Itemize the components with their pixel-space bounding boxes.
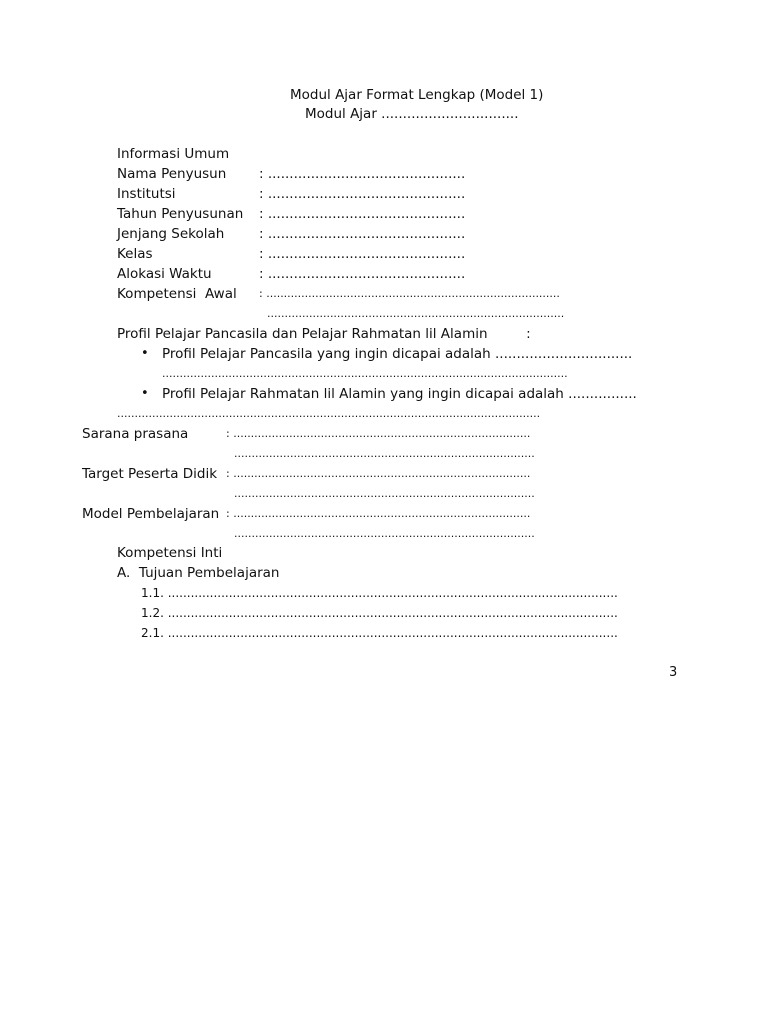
field-label-sarana: Sarana prasana (82, 426, 189, 442)
list-item-continuation: .................................................................................................................... (162, 367, 568, 380)
field-label: Kompetensi Awal (117, 286, 237, 302)
field-label: Tahun Penyusunan (117, 206, 244, 222)
bullet-icon: • (141, 386, 149, 401)
section-heading-informasi-umum: Informasi Umum (117, 146, 230, 162)
field-label: Institutsi (117, 186, 176, 202)
field-value-continuation: ...................................................................................... (234, 447, 535, 460)
field-value: : .............................................. (259, 166, 466, 182)
field-label-model: Model Pembelajaran (82, 506, 220, 522)
field-value: : .............................................. (259, 266, 466, 282)
field-label: Nama Penyusun (117, 166, 227, 182)
list-item: Profil Pelajar Pancasila yang ingin dicapai adalah ................................ (162, 346, 633, 362)
field-value-model: : ..................................................................................... (226, 507, 531, 520)
field-label: Jenjang Sekolah (117, 226, 225, 242)
field-value-continuation: ...................................................................................... (234, 527, 535, 540)
numbered-item: 1.1. ...................................................................................................................... (141, 586, 618, 600)
section-heading-profil: Profil Pelajar Pancasila dan Pelajar Rahmatan lil Alamin : (117, 326, 531, 342)
numbered-item: 2.1. ...................................................................................................................... (141, 626, 618, 640)
field-value: : .............................................. (259, 206, 466, 222)
field-value-sarana: : ..................................................................................... (226, 427, 531, 440)
subsection-heading-tujuan: A. Tujuan Pembelajaran (117, 565, 280, 581)
list-item-continuation: ......................................................................................................................... (117, 407, 541, 420)
field-value-continuation: ...................................................................................... (234, 487, 535, 500)
bullet-icon: • (141, 346, 149, 361)
field-label: Alokasi Waktu (117, 266, 212, 282)
document-title: Modul Ajar Format Lengkap (Model 1) (290, 87, 544, 103)
field-label-target: Target Peserta Didik (82, 466, 218, 482)
list-item: Profil Pelajar Rahmatan lil Alamin yang ingin dicapai adalah ................ (162, 386, 637, 402)
section-heading-kompetensi-inti: Kompetensi Inti (117, 545, 223, 561)
field-label: Kelas (117, 246, 153, 262)
field-value: : .............................................. (259, 186, 466, 202)
field-value: : .............................................. (259, 246, 466, 262)
numbered-item: 1.2. ...................................................................................................................... (141, 606, 618, 620)
field-value: : .................................................................................... (259, 287, 560, 300)
field-value: : .............................................. (259, 226, 466, 242)
field-value-continuation: ..................................................................................... (267, 307, 565, 320)
field-value-target: : ..................................................................................... (226, 467, 531, 480)
page-number: 3 (669, 665, 678, 680)
document-subtitle: Modul Ajar ................................ (305, 106, 519, 122)
